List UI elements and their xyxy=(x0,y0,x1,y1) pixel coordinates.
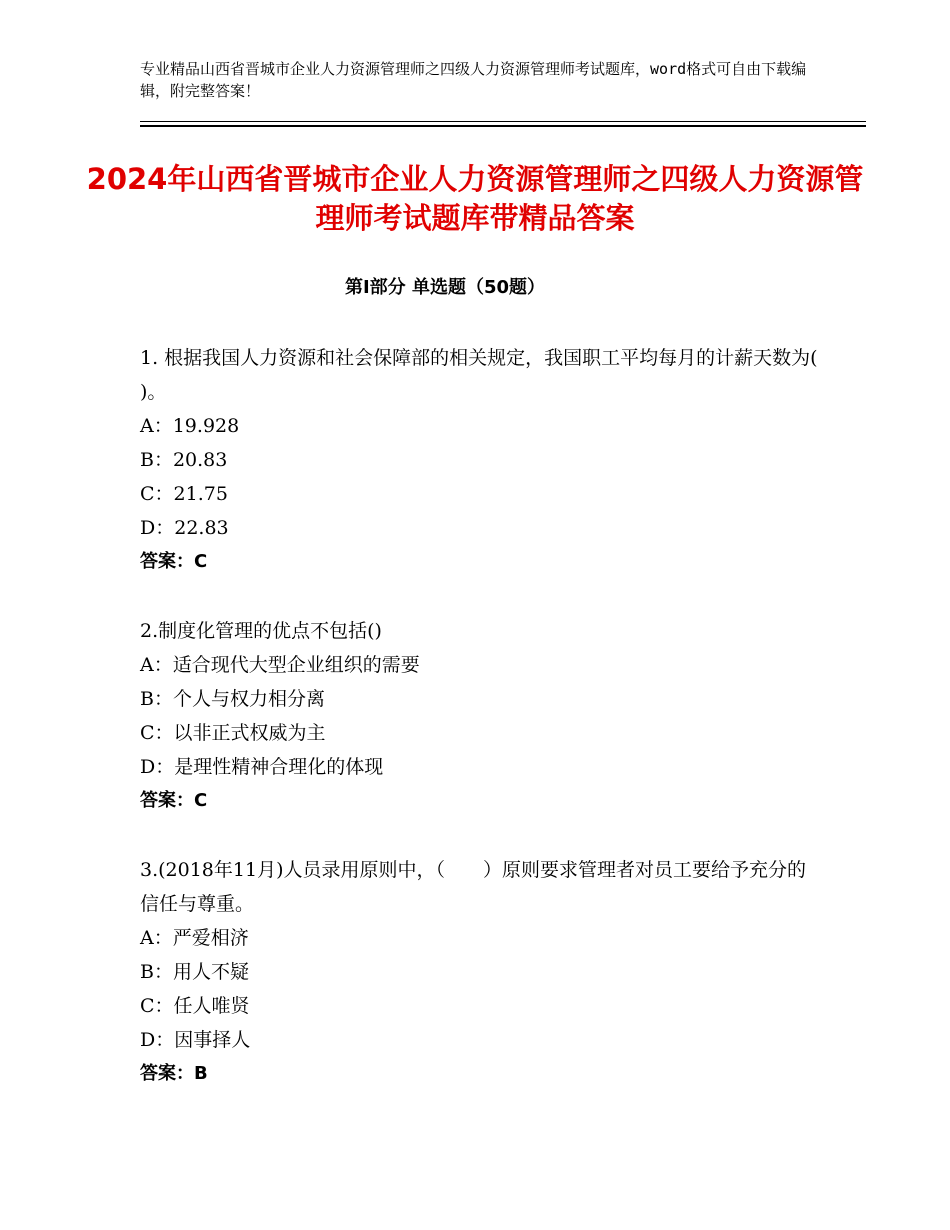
option-c: C：任人唯贤 xyxy=(140,995,250,1017)
option-a: A：严爱相济 xyxy=(140,927,249,949)
question-stem: 3.(2018年11月)人员录用原则中，（ ）原则要求管理者对员工要给予充分的信任与尊重。 xyxy=(140,859,806,915)
section-title: 第Ⅰ部分 单选题（50题） xyxy=(344,277,545,298)
header-divider-bottom xyxy=(140,125,866,127)
option-b: B：用人不疑 xyxy=(140,961,249,983)
option-b: B：个人与权力相分离 xyxy=(140,688,325,710)
option-c: C：21.75 xyxy=(140,483,228,505)
option-a: A：19.928 xyxy=(140,415,240,437)
option-b: B：20.83 xyxy=(140,449,228,471)
question-stem: 2.制度化管理的优点不包括() xyxy=(140,620,382,642)
question-3 xyxy=(140,853,820,1091)
option-a: A：适合现代大型企业组织的需要 xyxy=(140,654,420,676)
header-divider-top xyxy=(140,121,866,122)
option-d: D：因事择人 xyxy=(140,1029,251,1051)
option-c: C：以非正式权威为主 xyxy=(140,722,326,744)
option-d: D：是理性精神合理化的体现 xyxy=(140,756,384,778)
question-stem: 1. 根据我国人力资源和社会保障部的相关规定，我国职工平均每月的计薪天数为( )。 xyxy=(140,347,818,403)
answer: 答案：C xyxy=(140,790,208,811)
question-1 xyxy=(140,341,820,579)
answer: 答案：C xyxy=(140,551,208,572)
question-2 xyxy=(140,614,820,818)
document-title: 2024年山西省晋城市企业人力资源管理师之四级人力资源管理师考试题库带精品答案 xyxy=(86,162,864,235)
header-note: 专业精品山西省晋城市企业人力资源管理师之四级人力资源管理师考试题库，word格式可自由下载编辑，附完整答案！ xyxy=(140,60,807,100)
option-d: D：22.83 xyxy=(140,517,229,539)
answer: 答案：B xyxy=(140,1063,208,1084)
